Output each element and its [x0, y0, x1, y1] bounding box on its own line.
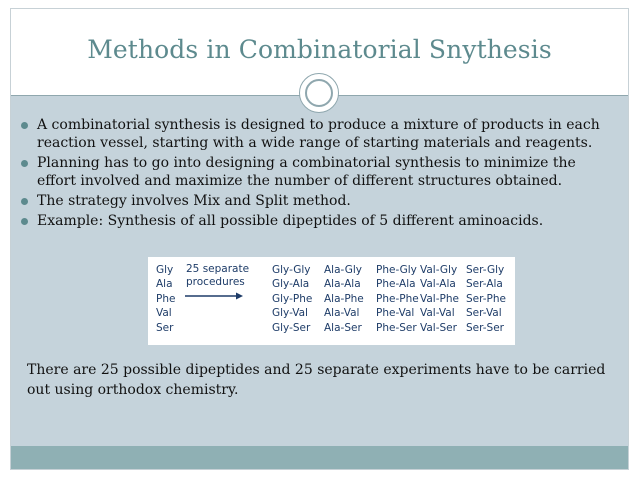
dipeptide-label: Gly-Val [272, 307, 308, 320]
bullet-item [21, 154, 611, 190]
content-area [11, 96, 628, 446]
aminoacid-column [156, 263, 175, 335]
product-column [324, 263, 364, 335]
dipeptide-label: Ser-Ser [466, 321, 505, 334]
bullet-item [21, 212, 611, 230]
product-column [466, 263, 506, 335]
dipeptide-label: Gly-Ser [272, 321, 311, 334]
footer-band [11, 446, 628, 469]
conclusion-text: There are 25 possible dipeptides and 25 separate experiments have to be carried out using orthodox chemistry. [27, 362, 606, 398]
dipeptide-label: Ser-Ala [466, 278, 503, 291]
dipeptide-label: Val-Ser [420, 321, 457, 334]
dipeptide-label: Phe-Ala [376, 278, 416, 291]
dipeptide-label: Phe-Phe [376, 292, 419, 305]
dipeptide-label: Val-Val [420, 307, 455, 320]
inner-ring [305, 79, 333, 107]
procedure-label-line: 25 separate [186, 263, 250, 275]
bullet-list [21, 116, 611, 232]
dipeptide-label: Ala-Phe [324, 292, 364, 305]
dipeptide-label: Ser-Gly [466, 264, 505, 276]
dipeptide-label: Gly-Ala [272, 278, 310, 291]
dipeptide-label: Val-Ala [420, 278, 456, 291]
dipeptide-label: Phe-Ser [376, 321, 417, 334]
dipeptide-label: Gly-Gly [272, 264, 311, 276]
bullet-item [21, 192, 611, 210]
dipeptide-label: Val-Gly [420, 264, 458, 276]
dipeptide-label: Ala-Ala [324, 278, 361, 291]
bullet-text: The strategy involves Mix and Split method. [37, 193, 351, 209]
aminoacid-label: Phe [156, 292, 176, 305]
dipeptide-label: Ser-Val [466, 307, 502, 320]
procedure-label-line: procedures [186, 276, 245, 288]
dipeptide-label: Ala-Val [324, 307, 360, 320]
aminoacid-label: Ser [156, 321, 174, 334]
aminoacid-label: Gly [156, 264, 174, 276]
aminoacid-label: Ala [156, 278, 173, 291]
dipeptide-label: Ala-Ser [324, 321, 362, 334]
bullet-icon [21, 160, 28, 167]
slide-title: Methods in Combinatorial Snythesis [87, 35, 552, 64]
slide-frame [10, 8, 629, 470]
arrow-right-icon [184, 291, 244, 301]
circle-ornament-icon [299, 73, 339, 113]
product-column [376, 263, 419, 335]
dipeptide-label: Phe-Gly [376, 264, 417, 276]
bullet-text: Planning has to go into designing a combinatorial synthesis to minimize the effort involved and maximize the number of different structures obtained. [37, 155, 576, 189]
dipeptide-label: Val-Phe [420, 292, 459, 305]
dipeptide-label: Ala-Gly [324, 264, 362, 276]
bullet-icon [21, 198, 28, 205]
dipeptide-label: Ser-Phe [466, 292, 507, 305]
dipeptide-label: Phe-Val [376, 307, 415, 320]
product-column [272, 263, 312, 335]
bullet-icon [21, 122, 28, 129]
bullet-text: A combinatorial synthesis is designed to produce a mixture of products in each reaction vessel, starting with a wide range of starting materials and reagents. [37, 117, 600, 151]
aminoacid-label: Val [156, 307, 172, 320]
procedure-label [186, 263, 249, 289]
bullet-item [21, 116, 611, 152]
product-column [420, 263, 459, 335]
dipeptide-figure [148, 257, 515, 345]
bullet-icon [21, 218, 28, 225]
dipeptide-label: Gly-Phe [272, 292, 313, 305]
bullet-text: Example: Synthesis of all possible dipeptides of 5 different aminoacids. [37, 213, 544, 229]
